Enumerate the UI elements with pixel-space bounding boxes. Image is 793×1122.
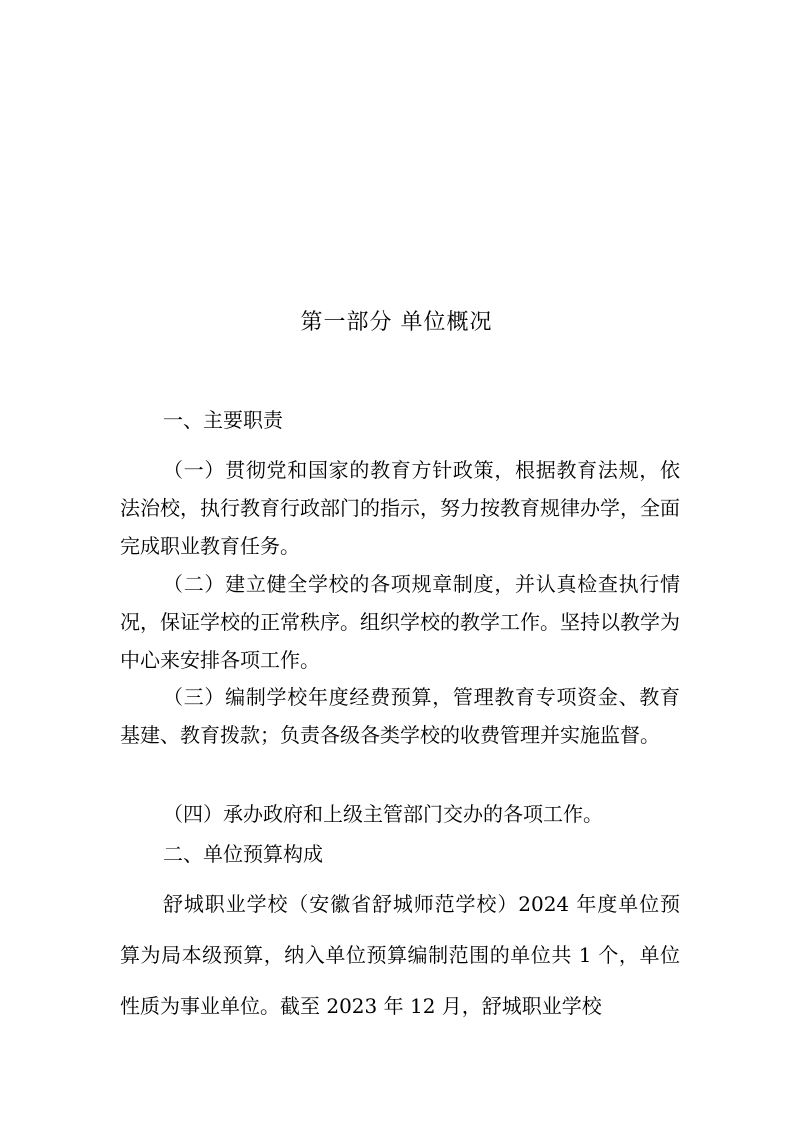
section-heading-budget-composition: 二、单位预算构成: [163, 842, 323, 866]
duty-item-4: （四）承办政府和上级主管部门交办的各项工作。: [163, 802, 603, 826]
duty-item-1: （一）贯彻党和国家的教育方针政策，根据教育法规，依法治校，执行教育行政部门的指示，努力按教育规律办学，全面完成职业教育任务。: [120, 458, 680, 558]
budget-composition-paragraph: 舒城职业学校（安徽省舒城师范学校）2024 年度单位预算为局本级预算，纳入单位预算编制范围的单位共 1 个，单位性质为事业单位。截至 2023 年 12 月，舒城职业学校: [120, 892, 680, 1018]
page-title: 第一部分 单位概况: [300, 310, 493, 335]
duty-item-2: （二）建立健全学校的各项规章制度，并认真检查执行情况，保证学校的正常秩序。组织学校的教学工作。坚持以教学为中心来安排各项工作。: [120, 572, 680, 672]
duty-item-3: （三）编制学校年度经费预算，管理教育专项资金、教育基建、教育拨款；负责各级各类学校的收费管理并实施监督。: [120, 685, 680, 747]
section-heading-main-duties: 一、主要职责: [163, 408, 283, 432]
